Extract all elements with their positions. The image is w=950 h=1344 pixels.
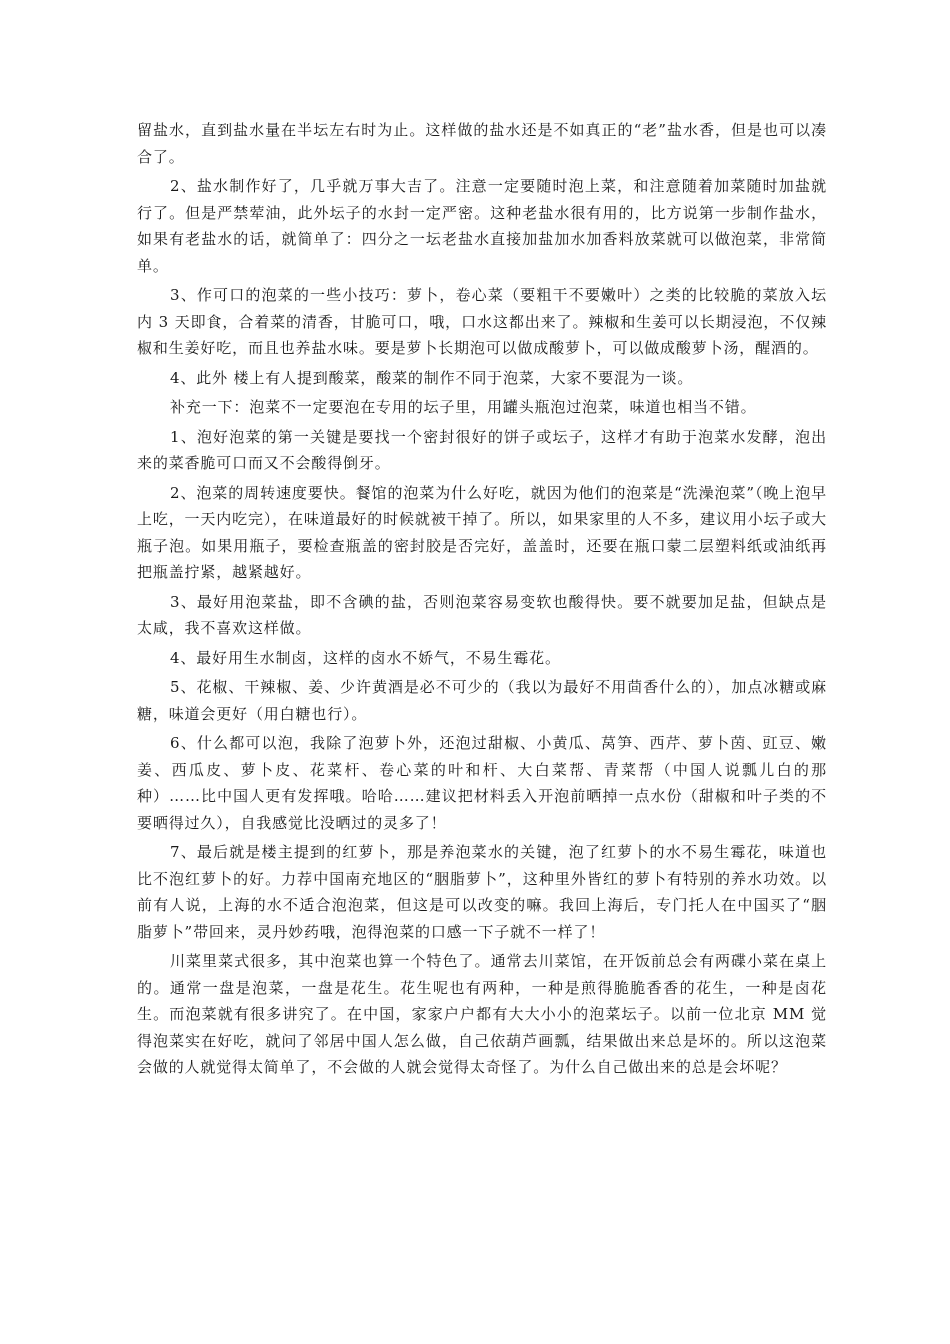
- paragraph: 留盐水，直到盐水量在半坛左右时为止。这样做的盐水还是不如真正的“老”盐水香，但是也可以凑合了。: [137, 121, 827, 166]
- paragraph: 2、盐水制作好了，几乎就万事大吉了。注意一定要随时泡上菜，和注意随着加菜随时加盐就行了。但是严禁荤油，此外坛子的水封一定严密。这种老盐水很有用的，比方说第一步制作盐水，如果有老盐水的话，就简单了：四分之一坛老盐水直接加盐加水加香料放菜就可以做泡菜，非常简单。: [137, 177, 827, 275]
- paragraph: 5、花椒、干辣椒、姜、少许黄酒是必不可少的（我以为最好不用茴香什么的），加点冰糖或麻糖，味道会更好（用白糖也行）。: [137, 678, 827, 723]
- paragraph: 3、作可口的泡菜的一些小技巧：萝卜，卷心菜（要粗干不要嫩叶）之类的比较脆的菜放入坛内 3 天即食，合着菜的清香，甘脆可口，哦，口水这都出来了。辣椒和生姜可以长期浸泡，不仅辣椒和生姜好吃，而且也养盐水味。要是萝卜长期泡可以做成酸萝卜，可以做成酸萝卜汤，醒酒的。: [137, 286, 827, 357]
- paragraph: 川菜里菜式很多，其中泡菜也算一个特色了。通常去川菜馆，在开饭前总会有两碟小菜在桌上的。通常一盘是泡菜，一盘是花生。花生呢也有两种，一种是煎得脆脆香香的花生，一种是卤花生。而泡菜就有很多讲究了。在中国，家家户户都有大大小小的泡菜坛子。以前一位北京 MM 觉得泡菜实在好吃，就问了邻居中国人怎么做，自己依葫芦画瓢，结果做出来总是坏的。所以这泡菜会做的人就觉得太简单了，不会做的人就会觉得太奇怪了。为什么自己做出来的总是会坏呢？: [137, 952, 827, 1076]
- paragraph: 1、泡好泡菜的第一关键是要找一个密封很好的饼子或坛子，这样才有助于泡菜水发酵，泡出来的菜香脆可口而又不会酸得倒牙。: [137, 427, 827, 472]
- paragraph: 4、最好用生水制卤，这样的卤水不娇气，不易生霉花。: [170, 648, 561, 667]
- paragraph: 补充一下：泡菜不一定要泡在专用的坛子里，用罐头瓶泡过泡菜，味道也相当不错。: [170, 398, 757, 416]
- paragraph: 4、此外 楼上有人提到酸菜，酸菜的制作不同于泡菜，大家不要混为一谈。: [170, 368, 694, 387]
- paragraph: 2、泡菜的周转速度要快。餐馆的泡菜为什么好吃，就因为他们的泡菜是“洗澡泡菜”（晚上泡早上吃，一天内吃完），在味道最好的时候就被干掉了。所以，如果家里的人不多，建议用小坛子或大瓶子泡。如果用瓶子，要检查瓶盖的密封胶是否完好，盖盖时，还要在瓶口蒙二层塑料纸或油纸再把瓶盖拧紧，越紧越好。: [137, 483, 827, 581]
- document-body: [137, 117, 827, 1084]
- paragraph: 6、什么都可以泡，我除了泡萝卜外，还泡过甜椒、小黄瓜、莴笋、西芹、萝卜茵、豇豆、嫩姜、西瓜皮、萝卜皮、花菜杆、卷心菜的叶和杆、大白菜帮、青菜帮（中国人说瓢儿白的那种）……比中国人更有发挥哦。哈哈……建议把材料丢入开泡前晒掉一点水份（甜椒和叶子类的不要晒得过久），自我感觉比没晒过的灵多了！: [137, 734, 827, 832]
- paragraph: 3、最好用泡菜盐，即不含碘的盐，否则泡菜容易变软也酸得快。要不就要加足盐，但缺点是太咸，我不喜欢这样做。: [137, 592, 827, 637]
- paragraph: 7、最后就是楼主提到的红萝卜，那是养泡菜水的关键，泡了红萝卜的水不易生霉花，味道也比不泡红萝卜的好。力荐中国南充地区的“胭脂萝卜”，这种里外皆红的萝卜有特别的养水功效。以前有人说，上海的水不适合泡泡菜，但这是可以改变的嘛。我回上海后，专门托人在中国买了“胭脂萝卜”带回来，灵丹妙药哦，泡得泡菜的口感一下子就不一样了！: [137, 843, 827, 941]
